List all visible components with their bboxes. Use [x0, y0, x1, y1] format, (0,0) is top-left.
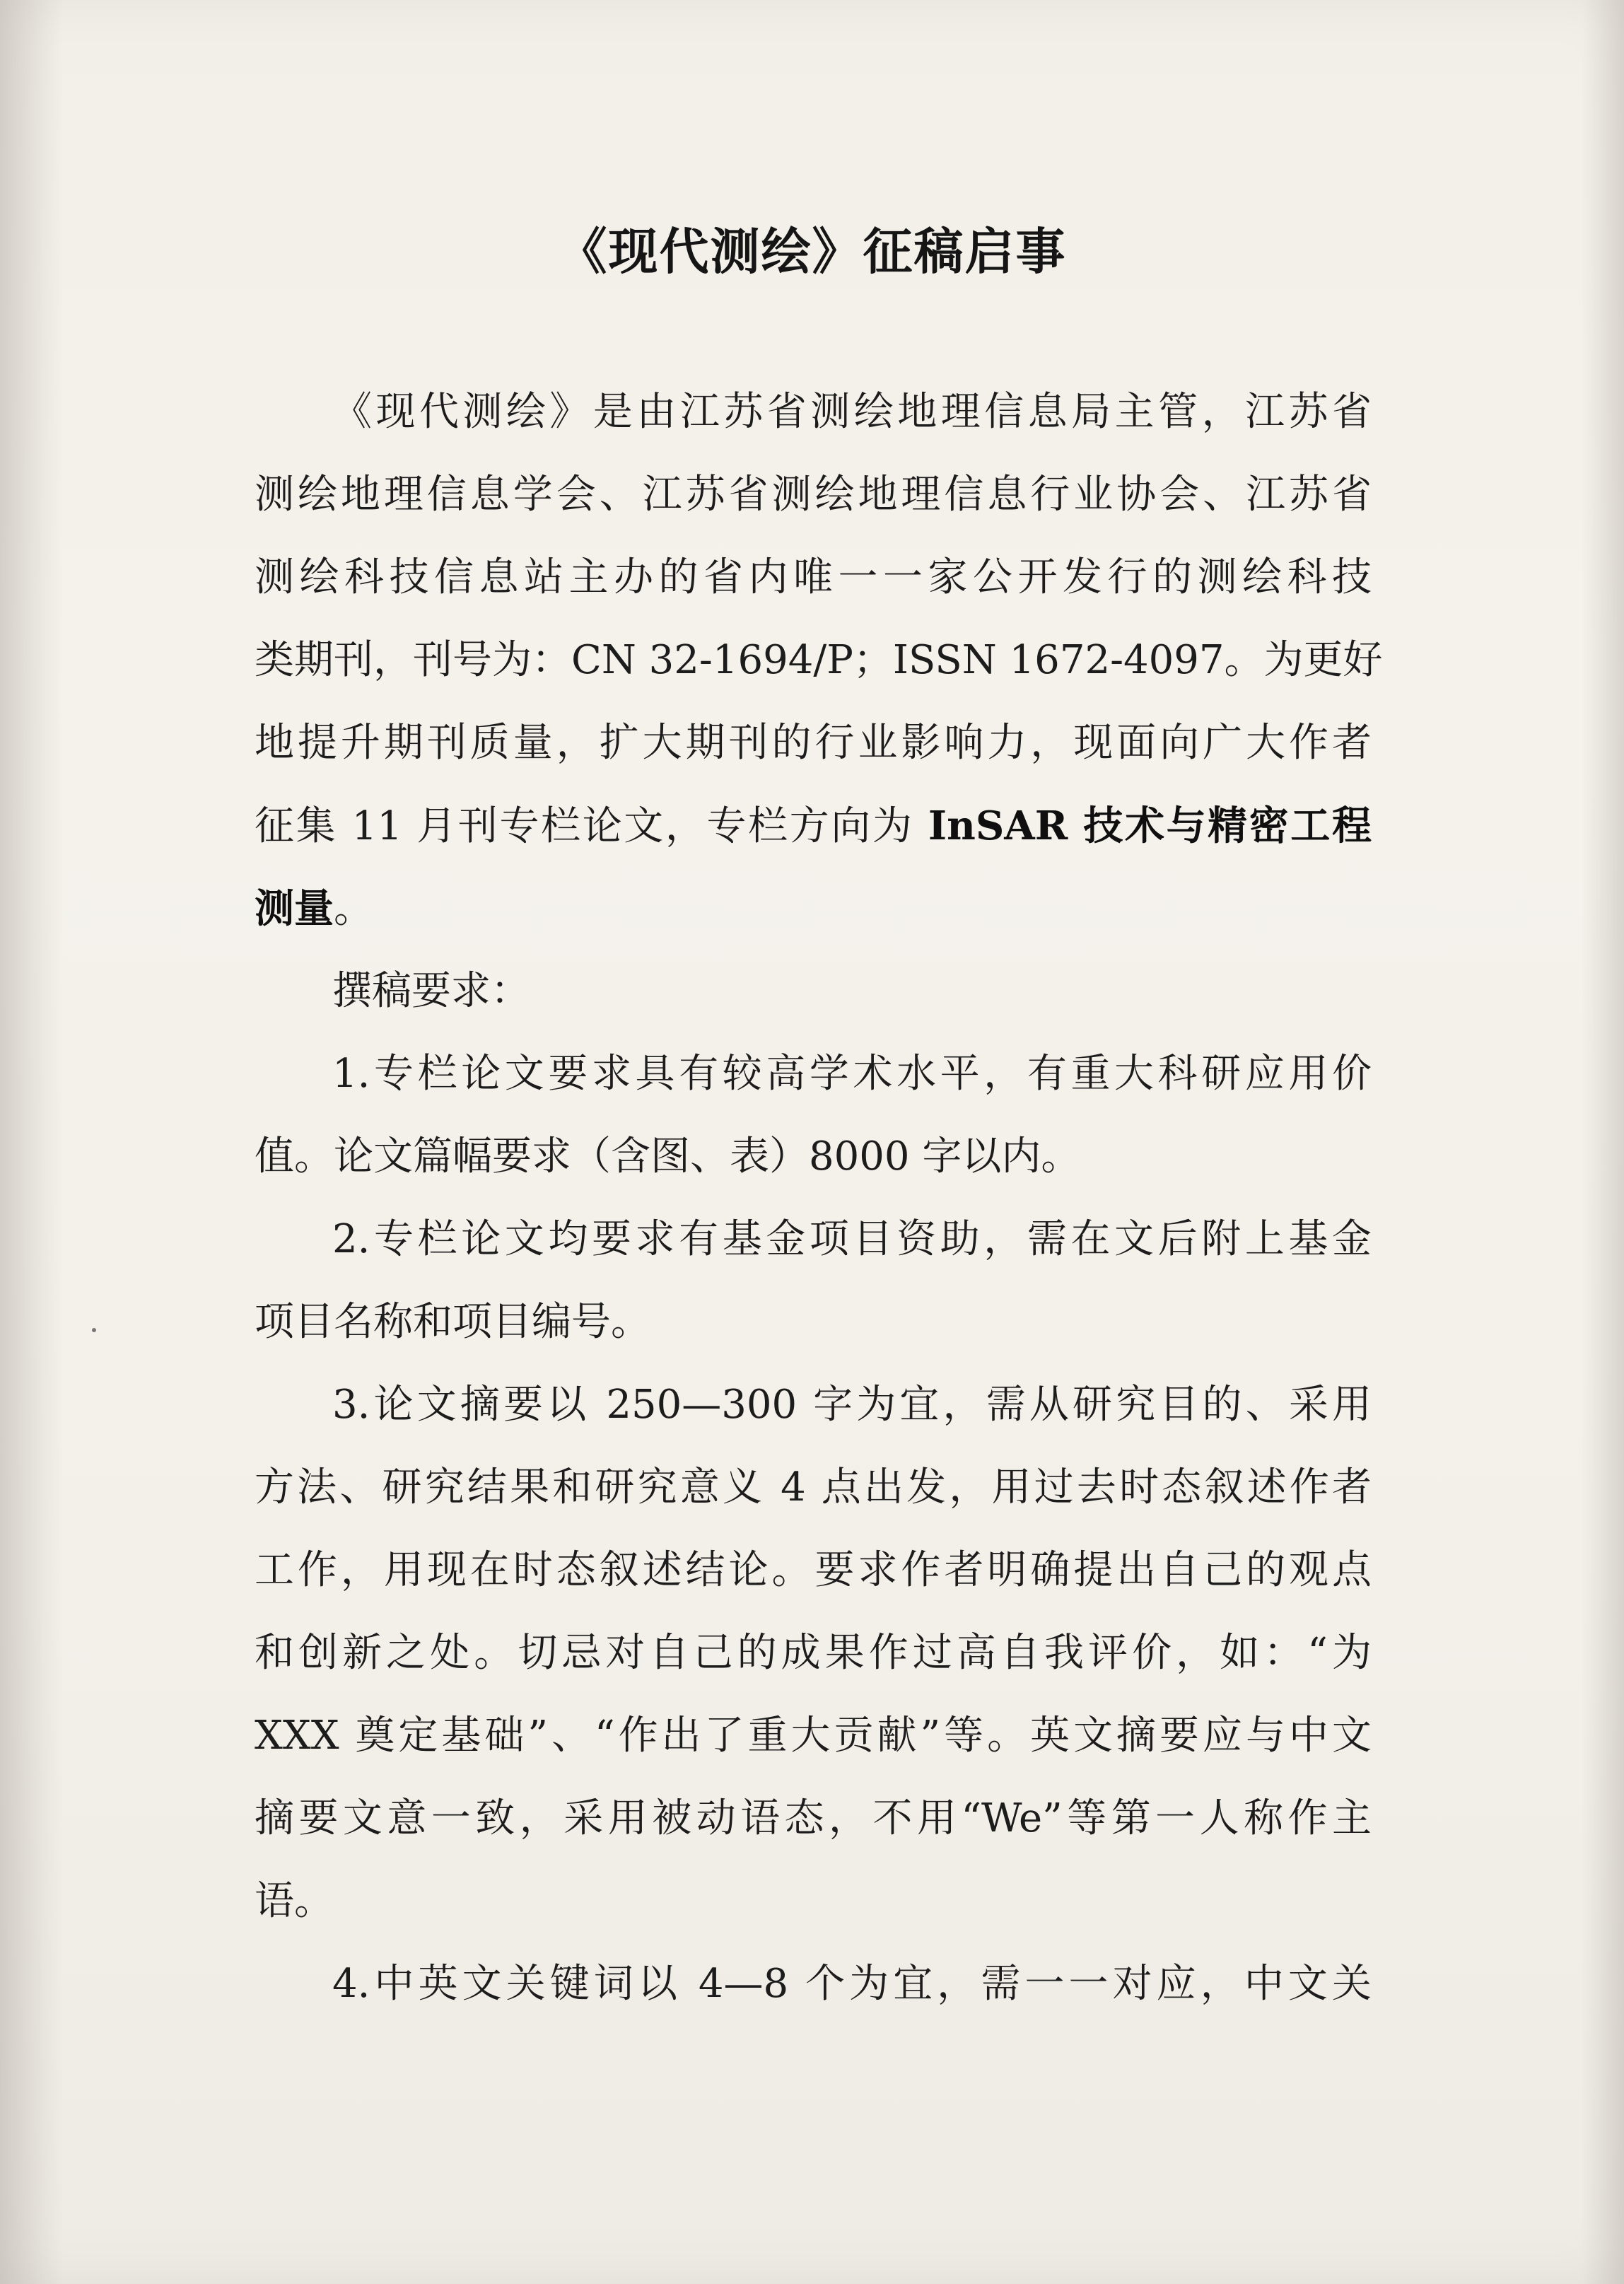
item3-line-7: 语。	[255, 1878, 334, 1924]
item3-line-3: 工作，用现在时态叙述结论。要求作者明确提出自己的观点	[255, 1547, 1372, 1593]
intro-line-6	[255, 801, 1372, 851]
page-shadow-right	[1582, 0, 1624, 2284]
item1-line-2: 值。论文篇幅要求（含图、表）8000 字以内。	[255, 1134, 1081, 1179]
intro-line-3: 测绘科技信息站主办的省内唯一一家公开发行的测绘科技	[255, 554, 1372, 600]
item3-line-5: XXX 奠定基础”、“作出了重大贡献”等。英文摘要应与中文	[255, 1713, 1372, 1759]
intro-line-6-text: 征集 11 月刊专栏论文，专栏方向为	[255, 803, 928, 849]
intro-line-5: 地提升期刊质量，扩大期刊的行业影响力，现面向广大作者	[255, 720, 1372, 766]
item4-line-1: 4.中英文关键词以 4—8 个为宜，需一一对应，中文关	[332, 1961, 1372, 2007]
paper-speck	[92, 1328, 96, 1332]
intro-line-7	[255, 884, 1372, 934]
item2-line-2: 项目名称和项目编号。	[255, 1299, 650, 1345]
item1-line-1: 1.专栏论文要求具有较高学术水平，有重大科研应用价	[332, 1051, 1372, 1097]
intro-line-1: 《现代测绘》是由江苏省测绘地理信息局主管，江苏省	[332, 389, 1372, 435]
requirements-heading: 撰稿要求：	[332, 968, 530, 1014]
item3-line-4: 和创新之处。切忌对自己的成果作过高自我评价，如：“为	[255, 1630, 1372, 1676]
page-shadow-left	[0, 0, 64, 2284]
intro-line-7-text: 。	[334, 886, 373, 932]
document-title: 《现代测绘》征稿启事	[557, 222, 1067, 281]
item3-line-2: 方法、研究结果和研究意义 4 点出发，用过去时态叙述作者	[255, 1464, 1372, 1510]
intro-line-4: 类期刊，刊号为：CN 32-1694/P；ISSN 1672-4097。为更好	[255, 637, 1383, 683]
column-direction-highlight: InSAR 技术与精密工程	[928, 803, 1372, 849]
item2-line-1: 2.专栏论文均要求有基金项目资助，需在文后附上基金	[332, 1216, 1372, 1262]
intro-line-2: 测绘地理信息学会、江苏省测绘地理信息行业协会、江苏省	[255, 472, 1372, 518]
column-direction-highlight-end: 测量	[255, 885, 334, 932]
item3-line-1: 3.论文摘要以 250—300 字为宜，需从研究目的、采用	[332, 1382, 1372, 1428]
item3-line-6: 摘要文意一致，采用被动语态，不用“We”等第一人称作主	[255, 1795, 1372, 1841]
